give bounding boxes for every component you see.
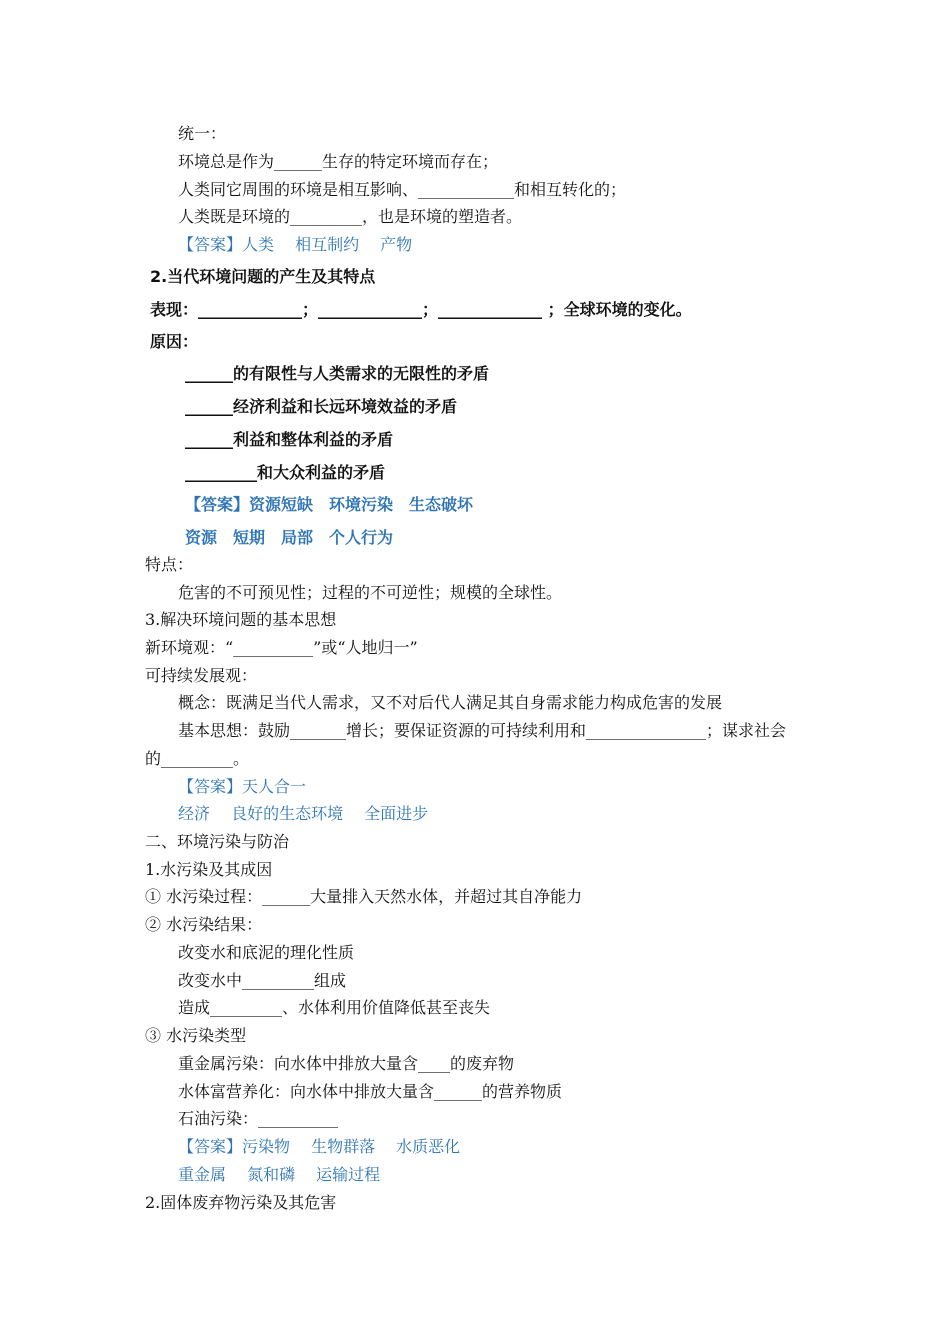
text-line: 的_________。 [145, 749, 250, 768]
section-heading: 3.解决环境问题的基本思想 [145, 610, 337, 629]
watermark [450, 212, 780, 558]
text-line: 水体富营养化：向水体中排放大量含______的营养物质 [178, 1082, 563, 1101]
answer-line: 【答案】污染物 生物群落 水质恶化 [178, 1137, 461, 1156]
text-line: 危害的不可预见性；过程的不可逆性；规模的全球性。 [178, 583, 563, 602]
text-line: 概念：既满足当代人需求，又不对后代人满足其自身需求能力构成危害的发展 [178, 693, 723, 712]
text-line: 改变水中_________组成 [178, 971, 347, 990]
text-line: 石油污染：__________ [178, 1109, 339, 1128]
subsection-heading: 2.固体废弃物污染及其危害 [145, 1193, 337, 1212]
section-heading: 2.当代环境问题的产生及其特点 [150, 267, 376, 286]
text-line: ③ 水污染类型 [145, 1026, 247, 1045]
subsection-heading: 1.水污染及其成因 [145, 860, 273, 879]
text-line: 基本思想：鼓励_______增长；要保证资源的可持续利用和_______________；谋求社会 [178, 721, 787, 740]
text-line: ② 水污染结果： [145, 915, 263, 934]
text-line: 重金属污染：向水体中排放大量含____的废弃物 [178, 1054, 515, 1073]
text-line: 造成_________、水体利用价值降低甚至丧失 [178, 998, 491, 1017]
answer-line: 重金属 氮和磷 运输过程 [178, 1165, 381, 1184]
text-line: 人类同它周围的环境是相互影响、____________和相互转化的； [178, 180, 627, 199]
answer-line: 资源 短期 局部 个人行为 [185, 528, 394, 547]
text-line: 统一： [178, 124, 227, 143]
text-line: ① 水污染过程：______大量排入天然水体，并超过其自净能力 [145, 887, 583, 906]
answer-line: 经济 良好的生态环境 全面进步 [178, 804, 429, 823]
text-line: 改变水和底泥的理化性质 [178, 943, 355, 962]
text-line: _________和大众利益的矛盾 [185, 463, 386, 482]
text-line: ______的有限性与人类需求的无限性的矛盾 [185, 364, 490, 383]
text-line: 人类既是环境的_________，也是环境的塑造者。 [178, 207, 523, 226]
text-line: ______经济利益和长远环境效益的矛盾 [185, 397, 458, 416]
text-line: 特点： [145, 555, 194, 574]
text-line: 原因： [150, 332, 199, 351]
text-line: 环境总是作为______生存的特定环境而存在； [178, 152, 499, 171]
text-line: 可持续发展观： [145, 666, 258, 685]
answer-line: 【答案】资源短缺 环境污染 生态破坏 [185, 495, 474, 514]
answer-line: 【答案】天人合一 [178, 777, 307, 796]
text-line: 表现：_____________；_____________；_____________ ；全球环境的变化。 [150, 300, 692, 319]
text-line: ______利益和整体利益的矛盾 [185, 430, 394, 449]
answer-line: 【答案】人类 相互制约 产物 [178, 235, 413, 254]
text-line: 新环境观：“__________”或“人地归一” [145, 638, 418, 657]
section-heading: 二、环境污染与防治 [145, 832, 290, 851]
